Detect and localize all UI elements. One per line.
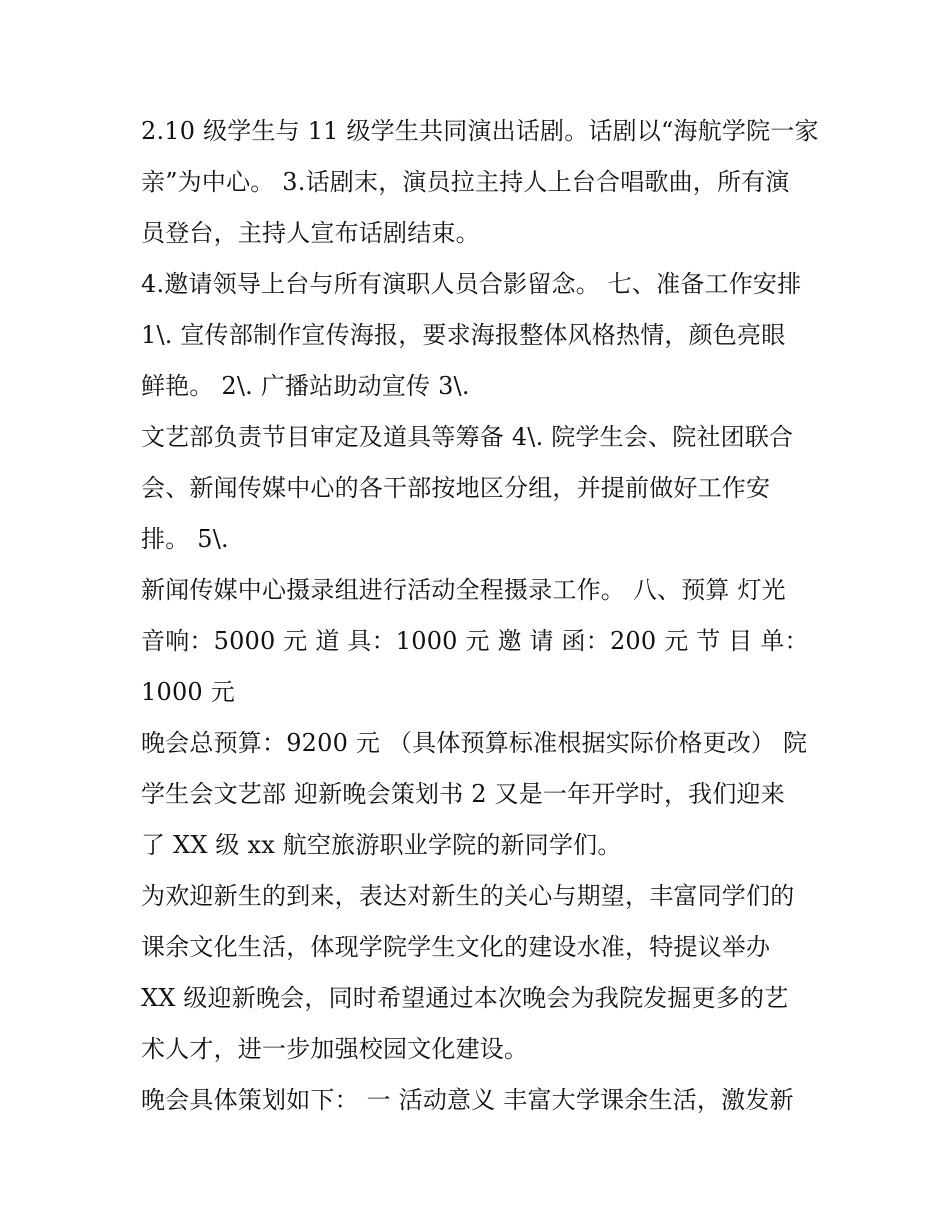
text-line: 文艺部负责节目审定及道具等筹备 4\. 院学生会、院社团联合 xyxy=(141,423,794,451)
text-line: 了 XX 级 xx 航空旅游职业学院的新同学们。 xyxy=(141,831,622,859)
text-line: 术人才，进一步加强校园文化建设。 xyxy=(141,1035,529,1063)
text-line: 4.邀请领导上台与所有演职人员合影留念。 七、准备工作安排 xyxy=(141,270,802,298)
text-line: 会、新闻传媒中心的各干部按地区分组，并提前做好工作安 xyxy=(141,474,771,502)
text-line: 新闻传媒中心摄录组进行活动全程摄录工作。 八、预算 灯光 xyxy=(141,576,786,604)
text-line: 鲜艳。 2\. 广播站助动宣传 3\. xyxy=(141,372,470,400)
text-line: 亲”为中心。 3.话剧末，演员拉主持人上台合唱歌曲，所有演 xyxy=(141,168,790,196)
document-body xyxy=(141,106,821,1126)
text-line: 音响：5000 元 道 具：1000 元 邀 请 函：200 元 节 目 单： xyxy=(141,627,809,655)
text-line: 1\. 宣传部制作宣传海报，要求海报整体风格热情，颜色亮眼 xyxy=(141,321,786,349)
text-line: 课余文化生活，体现学院学生文化的建设水准，特提议举办 xyxy=(141,933,771,961)
text-line: 排。 5\. xyxy=(141,525,229,553)
text-line: 员登台，主持人宣布话剧结束。 xyxy=(141,219,480,247)
text-line: 晚会具体策划如下： 一 活动意义 丰富大学课余生活，激发新 xyxy=(141,1086,794,1114)
text-line: 2.10 级学生与 11 级学生共同演出话剧。话剧以“海航学院一家 xyxy=(141,117,819,145)
text-line: XX 级迎新晚会，同时希望通过本次晚会为我院发掘更多的艺 xyxy=(141,984,789,1012)
text-line: 学生会文艺部 迎新晚会策划书 2 又是一年开学时，我们迎来 xyxy=(141,780,785,808)
text-line: 1000 元 xyxy=(141,678,235,706)
text-line: 为欢迎新生的到来，表达对新生的关心与期望，丰富同学们的 xyxy=(141,882,795,910)
text-line: 晚会总预算：9200 元 （具体预算标准根据实际价格更改） 院 xyxy=(141,729,808,757)
